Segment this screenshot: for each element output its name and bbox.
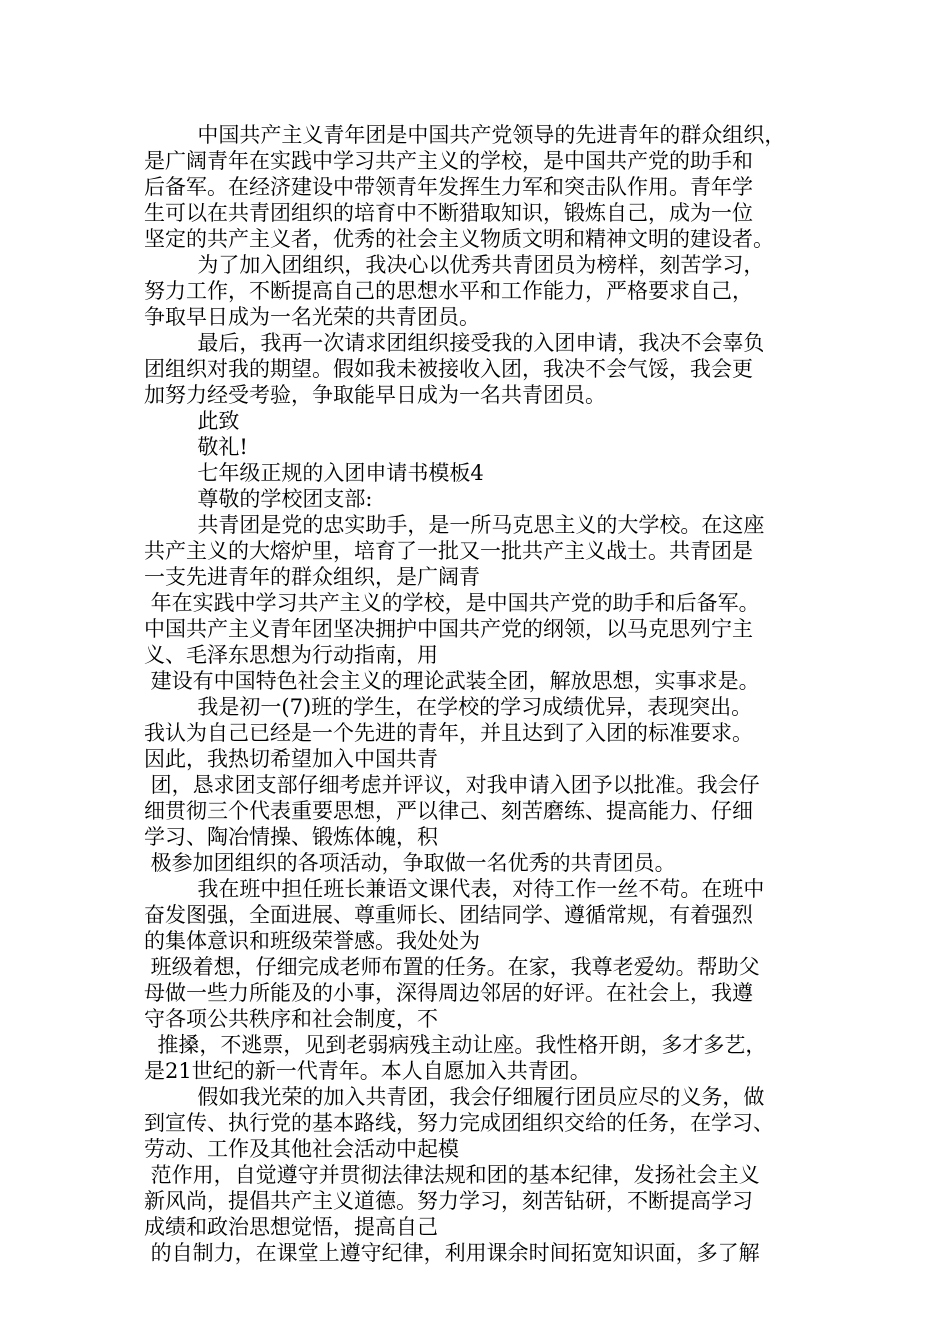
text-line: 七年级正规的入团申请书模板4 (144, 461, 484, 485)
text-line: 我认为自己已经是一个先进的青年，并且达到了入团的标准要求。 (144, 721, 753, 745)
text-line: 中国共产主义青年团坚决拥护中国共产党的纲领，以马克思列宁主 (144, 617, 753, 641)
text-line: 此致 (144, 409, 240, 433)
text-line: 坚定的共产主义者，优秀的社会主义物质文明和精神文明的建设者。 (144, 227, 774, 251)
text-line: 中国共产主义青年团是中国共产党领导的先进青年的群众组织， (144, 123, 786, 147)
text-line: 争取早日成为一名光荣的共青团员。 (144, 305, 480, 329)
document-body (144, 122, 820, 1266)
text-line: 因此，我热切希望加入中国共青 (144, 747, 438, 771)
text-line: 范作用，自觉遵守并贯彻法律法规和团的基本纪律，发扬社会主义 (144, 1163, 760, 1187)
text-line: 最后，我再一次请求团组织接受我的入团申请，我决不会辜负 (144, 331, 765, 355)
text-line: 极参加团组织的各项活动，争取做一名优秀的共青团员。 (144, 851, 676, 875)
text-line: 共青团是党的忠实助手，是一所马克思主义的大学校。在这座 (144, 513, 765, 537)
text-line: 成绩和政治思想觉悟，提高自己 (144, 1215, 438, 1239)
text-line: 义、毛泽东思想为行动指南，用 (144, 643, 438, 667)
text-line: 团，恳求团支部仔细考虑并评议，对我申请入团予以批准。我会仔 (144, 773, 760, 797)
text-line: 的自制力，在课堂上遵守纪律，利用课余时间拓宽知识面，多了解 (144, 1241, 760, 1265)
text-line: 学习、陶冶情操、锻炼体魄，积 (144, 825, 438, 849)
text-line: 生可以在共青团组织的培育中不断猎取知识，锻炼自己，成为一位 (144, 201, 753, 225)
text-line: 尊敬的学校团支部: (144, 487, 373, 511)
text-line: 我在班中担任班长兼语文课代表，对待工作一丝不苟。在班中 (144, 877, 765, 901)
text-line: 新风尚，提倡共产主义道德。努力学习，刻苦钻研，不断提高学习 (144, 1189, 753, 1213)
text-line: 到宣传、执行党的基本路线，努力完成团组织交给的任务，在学习、 (144, 1111, 774, 1135)
text-line: 的集体意识和班级荣誉感。我处处为 (144, 929, 480, 953)
text-line: 劳动、工作及其他社会活动中起模 (144, 1137, 459, 1161)
text-line: 共产主义的大熔炉里，培育了一批又一批共产主义战士。共青团是 (144, 539, 753, 563)
text-line: 奋发图强，全面进展、尊重师长、团结同学、遵循常规，有着强烈 (144, 903, 753, 927)
text-line: 为了加入团组织，我决心以优秀共青团员为榜样，刻苦学习， (144, 253, 765, 277)
text-line: 团组织对我的期望。假如我未被接收入团，我决不会气馁，我会更 (144, 357, 753, 381)
text-line: 我是初一(7)班的学生，在学校的学习成绩优异，表现突出。 (144, 695, 753, 719)
text-line: 建设有中国特色社会主义的理论武装全团，解放思想，实事求是。 (144, 669, 760, 693)
text-line: 守各项公共秩序和社会制度，不 (144, 1007, 438, 1031)
text-line: 一支先进青年的群众组织，是广阔青 (144, 565, 480, 589)
text-line: 母做一些力所能及的小事，深得周边邻居的好评。在社会上，我遵 (144, 981, 753, 1005)
text-line: 班级着想，仔细完成老师布置的任务。在家，我尊老爱幼。帮助父 (144, 955, 760, 979)
text-line: 假如我光荣的加入共青团，我会仔细履行团员应尽的义务，做 (144, 1085, 765, 1109)
text-line: 年在实践中学习共产主义的学校，是中国共产党的助手和后备军。 (144, 591, 760, 615)
text-line: 敬礼! (144, 435, 248, 459)
text-line: 后备军。在经济建设中带领青年发挥生力军和突击队作用。青年学 (144, 175, 753, 199)
text-line: 细贯彻三个代表重要思想，严以律己、刻苦磨练、提高能力、仔细 (144, 799, 753, 823)
text-line: 努力工作，不断提高自己的思想水平和工作能力，严格要求自己， (144, 279, 753, 303)
text-line: 加努力经受考验，争取能早日成为一名共青团员。 (144, 383, 606, 407)
text-line: 是广阔青年在实践中学习共产主义的学校，是中国共产党的助手和 (144, 149, 753, 173)
text-line: 是21世纪的新一代青年。本人自愿加入共青团。 (144, 1059, 591, 1083)
text-line: 推搡，不逃票，见到老弱病残主动让座。我性格开朗，多才多艺， (144, 1033, 767, 1057)
